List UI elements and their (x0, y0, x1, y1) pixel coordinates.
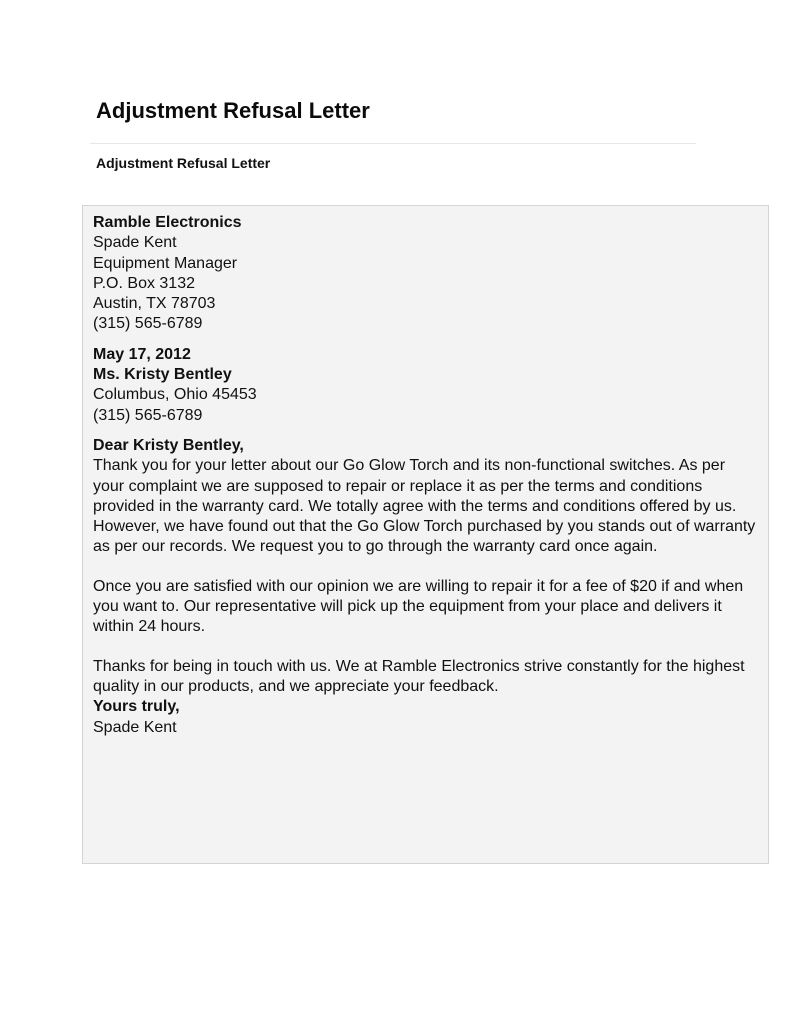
letter-container (82, 205, 769, 864)
sender-address-line2: Austin, TX 78703 (93, 295, 216, 313)
body-paragraph: Thank you for your letter about our Go Glow Torch and its non-functional switches. As per your complaint we are supposed to repair or replace it as per the terms and conditions provided in the warranty card. We totally agree with the terms and conditions offered by us. (93, 457, 737, 515)
page-title: Adjustment Refusal Letter (96, 98, 370, 123)
sender-company: Ramble Electronics (93, 214, 242, 231)
recipient-block (93, 365, 758, 426)
sender-name: Spade Kent (93, 234, 177, 252)
recipient-name: Ms. Kristy Bentley (93, 366, 232, 384)
recipient-phone: (315) 565-6789 (93, 406, 203, 424)
body-paragraph: However, we have found out that the Go Glow Torch purchased by you stands out of warranty as per our records. We request you to go through the warranty card once again. (93, 518, 756, 556)
letter-date: May 17, 2012 (93, 345, 191, 363)
recipient-address: Columbus, Ohio 45453 (93, 386, 257, 404)
signature: Spade Kent (93, 718, 177, 736)
sender-phone: (315) 565-6789 (93, 315, 203, 333)
sender-block (93, 213, 758, 335)
page-subtitle: Adjustment Refusal Letter (96, 155, 271, 171)
sender-address-line1: P.O. Box 3132 (93, 274, 195, 292)
body-paragraph: Once you are satisfied with our opinion we are willing to repair it for a fee of $20 if and when you want to. Our representative will pick up the equipment from your place and delivers it within 24 hours. (93, 577, 744, 636)
sender-position: Equipment Manager (93, 254, 238, 272)
title-divider (90, 143, 696, 144)
closing: Yours truly, (93, 698, 180, 716)
salutation: Dear Kristy Bentley, (93, 436, 244, 454)
body-paragraph: Thanks for being in touch with us. We at Ramble Electronics strive constantly for the highest quality in our products, and we appreciate your feedback. (93, 657, 745, 695)
